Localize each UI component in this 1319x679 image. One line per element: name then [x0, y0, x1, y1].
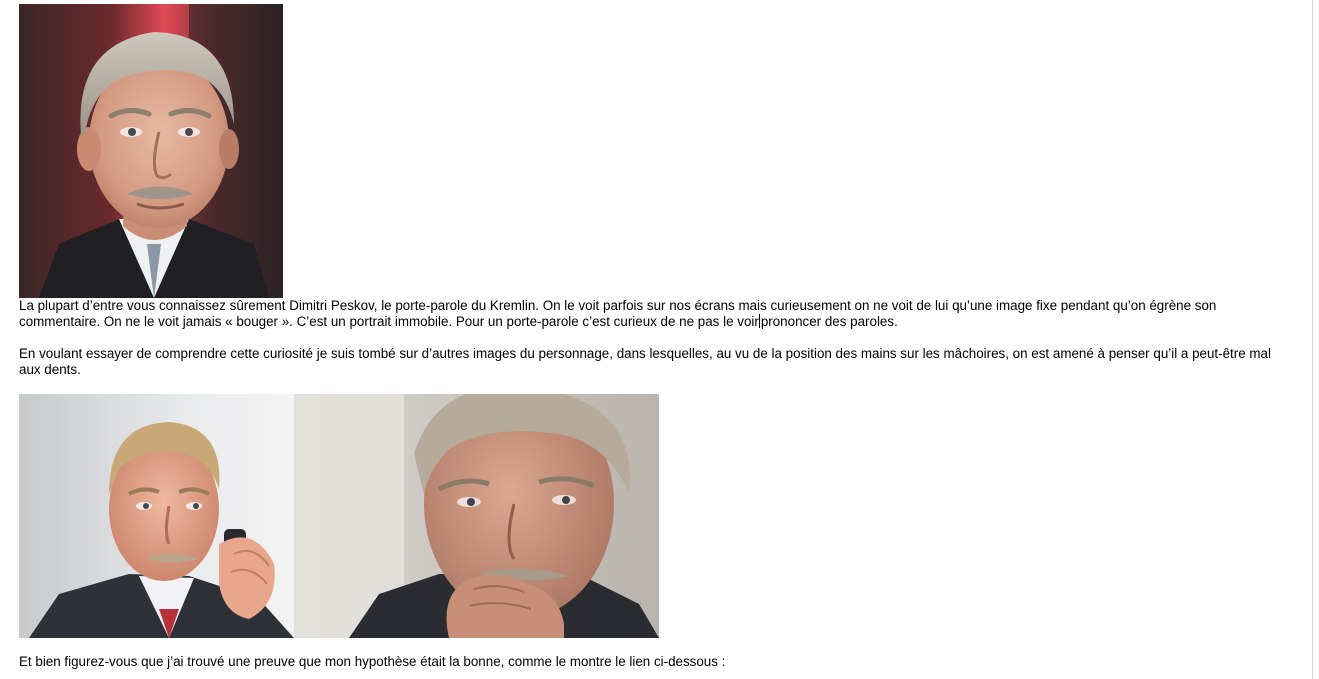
- paragraph-proof[interactable]: Et bien figurez-vous que j’ai trouvé une preuve que mon hypothèse était la bonne, comme le montre le lien ci-dessous :: [19, 654, 726, 669]
- paragraph-curiosity[interactable]: En voulant essayer de comprendre cette curiosité je suis tombé sur d’autres images du personnage, dans lesquelles, au vu de la position des mains sur les mâchoires, on est amené à penser qu’il a peut-être mal aux dents.: [19, 346, 1271, 377]
- paragraph-intro[interactable]: [19, 298, 1289, 330]
- portrait-photo[interactable]: [19, 4, 283, 298]
- portrait-illustration: [19, 4, 283, 298]
- two-panel-illustration: [19, 394, 659, 638]
- text-cursor: [759, 314, 760, 328]
- two-panel-photo[interactable]: [19, 394, 659, 638]
- vertical-scrollbar[interactable]: [1312, 0, 1319, 679]
- paragraph-intro-text-rest: prononcer des paroles.: [760, 314, 898, 329]
- paragraph-intro-text: La plupart d’entre vous connaissez sûrement Dimitri Peskov, le porte-parole du Kremlin. On le voit parfois sur nos écrans mais curieusement on ne voit de lui qu’une image fixe pendant qu’on égrène son commentaire. On ne le voit jamais « bouger ». C’est un portrait immobile. Pour un porte-parole c’est curieux de ne pas le voir: [19, 298, 1217, 329]
